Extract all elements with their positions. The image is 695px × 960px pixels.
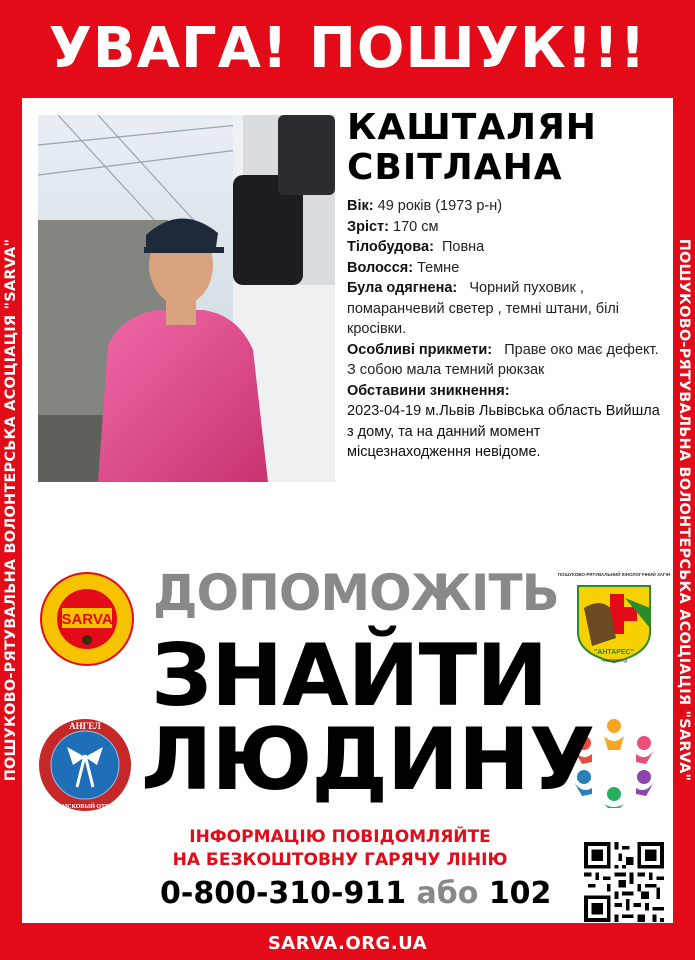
notice-line2: НА БЕЗКОШТОВНУ ГАРЯЧУ ЛІНІЮ [172,850,508,870]
missing-person-photo [38,115,335,482]
circumstances-value: 2023-04-19 м.Львів Львівська область Вийшла з дому, та на данний момент місцезнаходження невідоме. [347,403,660,460]
given-name: СВІТЛАНА [347,147,563,188]
angel-bottom-text: ПОИСКОВЫЙ ОТРЯД [53,804,117,810]
build-value: Повна [441,239,485,255]
hair-label: Волосся: [347,259,414,276]
hotline-notice [150,826,530,872]
features-label: Особливі прикмети: [347,341,493,358]
angel-top-text: АНГЕЛ [69,721,101,731]
build-label: Тілобудова: [347,239,434,255]
clothes-label: Була одягнена: [347,280,458,296]
find-heading-line1: ЗНАЙТИ [151,626,548,726]
website-link[interactable]: SARVA.ORG.UA [267,933,428,954]
circumstances-label: Обставини зникнення: [347,382,510,399]
hotline-number[interactable]: 0-800-310-911 [160,876,407,911]
or-word: або [416,876,479,911]
build-row [347,237,667,258]
height-row [347,217,667,238]
age-value: 49 років (1973 р-н) [377,198,503,214]
surname: КАШТАЛЯН [347,107,597,148]
side-text-left: ПОШУКОВО-РЯТУВАЛЬНА ВОЛОНТЕРСЬКА АСОЦІАЦІЯ "SARVA" [3,238,19,782]
age-row [347,196,667,217]
hair-row [347,258,667,279]
find-heading-line2: ЛЮДИНУ [141,710,595,810]
angel-logo [37,717,133,813]
circumstances-row [347,381,667,402]
person-details [347,196,667,463]
person-name [347,108,597,188]
features-value: Праве око має дефект. З собою мала темний рюкзак [347,341,659,378]
qr-code[interactable] [584,842,664,922]
side-text-right: ПОШУКОВО-РЯТУВАЛЬНА ВОЛОНТЕРСЬКА АСОЦІАЦІЯ "SARVA" [676,238,692,782]
antares-logo [557,568,671,664]
sarva-logo [38,570,136,668]
sarva-logo-text: SARVA [61,611,113,628]
phone-numbers [160,874,551,914]
height-label: Зріст: [347,218,389,235]
height-value: 170 см [393,218,439,235]
antares-city: ЧАКОВГРАД [600,658,628,663]
features-row [347,340,667,381]
antares-top-text: ПОШУКОВО-РЯТУВАЛЬНИЙ КІНОЛОГІЧНИЙ ЗАГІН [557,572,671,577]
age-label: Вік: [347,198,374,214]
help-heading: ДОПОМОЖІТЬ [153,564,559,622]
page-title: УВАГА! ПОШУК!!! [48,16,647,81]
hair-value: Темне [417,259,460,276]
antares-name: "АНТАРЕС" [593,649,635,656]
police-number[interactable]: 102 [488,876,552,911]
notice-line1: ІНФОРМАЦІЮ ПОВІДОМЛЯЙТЕ [189,827,491,847]
clothes-row [347,278,667,340]
clothes-value: Чорний пуховик , помаранчевий светер , темні штани, білі кросівки. [347,280,620,337]
